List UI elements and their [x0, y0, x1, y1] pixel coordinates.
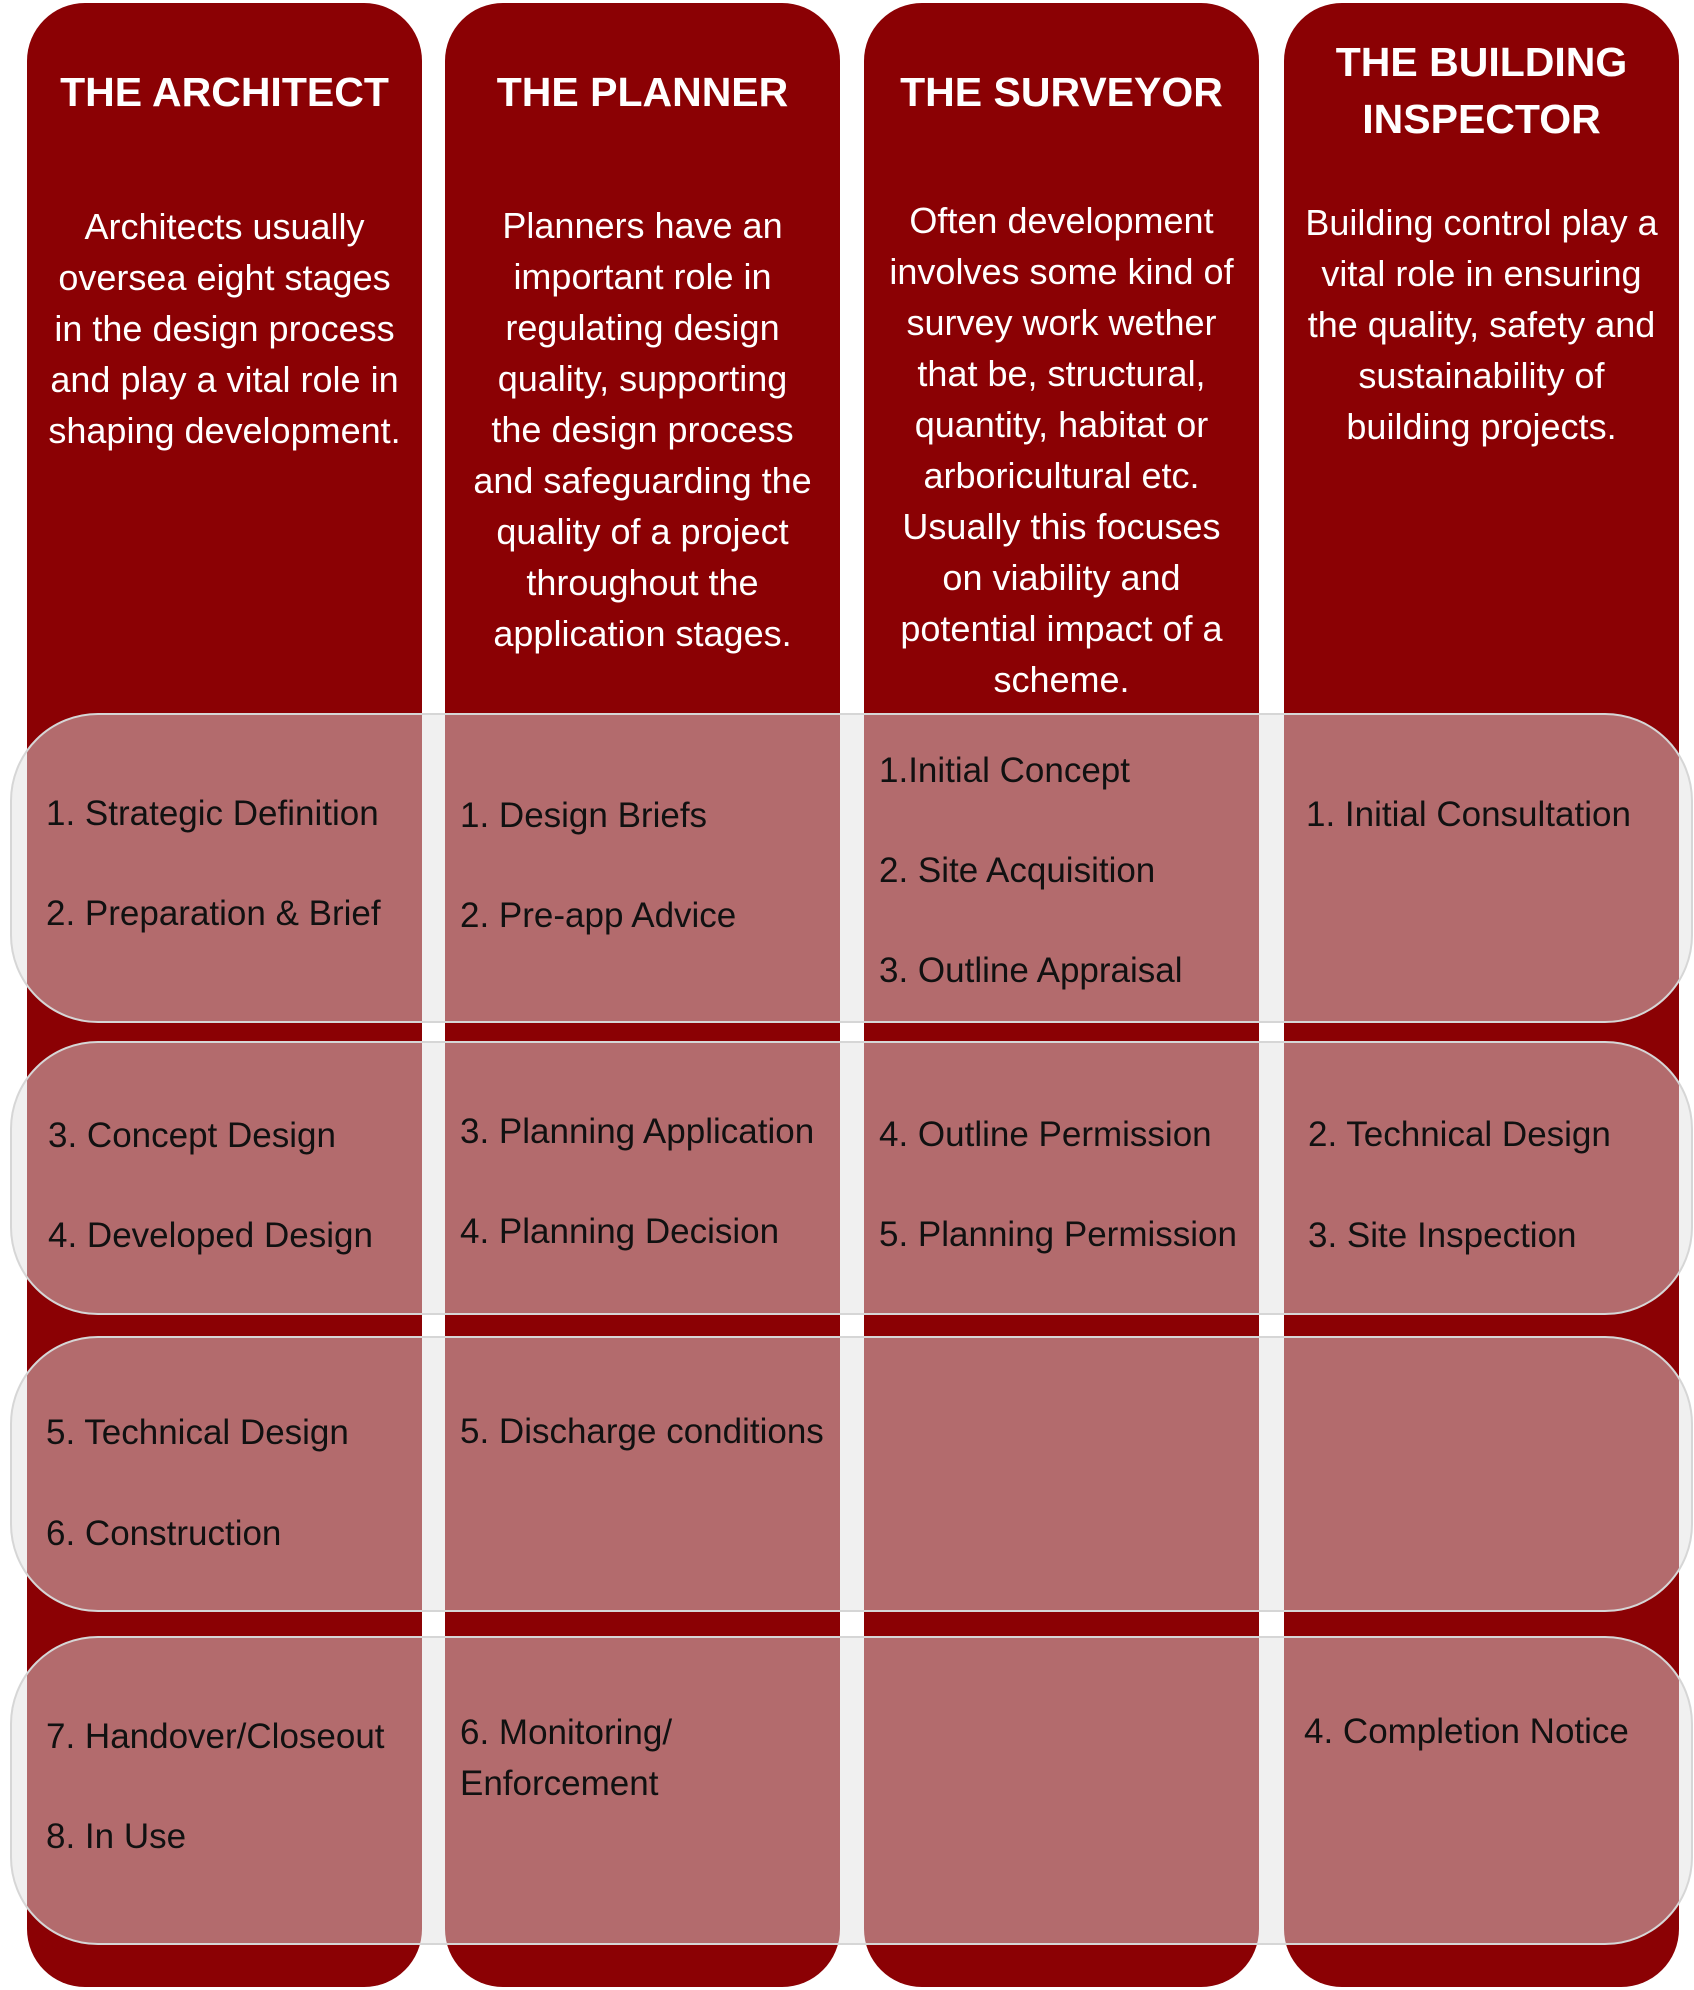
architect-stage: 4. Developed Design — [48, 1216, 373, 1255]
architect-stage: 5. Technical Design — [46, 1413, 349, 1452]
planner-stage: 5. Discharge conditions — [460, 1412, 824, 1451]
surveyor-stage: 5. Planning Permission — [879, 1215, 1237, 1254]
planner-description: Planners have an important role in regulating design quality, supporting the design process and safeguarding the quality of a project throughout the application stages. — [473, 205, 812, 654]
planner-title: THE PLANNER — [496, 69, 789, 115]
inspector-title: THE BUILDING INSPECTOR — [1335, 39, 1628, 142]
stage-band-4 — [10, 1636, 1693, 1945]
planner-stage: 2. Pre-app Advice — [460, 896, 737, 935]
architect-description: Architects usually oversea eight stages in the design process and play a vital role in shaping development. — [48, 206, 401, 451]
inspector-stage: 1. Initial Consultation — [1306, 795, 1631, 834]
planner-stage: 1. Design Briefs — [460, 796, 708, 835]
surveyor-title: THE SURVEYOR — [900, 69, 1223, 115]
surveyor-stage: 4. Outline Permission — [879, 1115, 1212, 1154]
architect-stage: 2. Preparation & Brief — [46, 894, 381, 933]
stage-band-2 — [10, 1041, 1693, 1315]
inspector-stage: 2. Technical Design — [1308, 1115, 1611, 1154]
surveyor-stage: 2. Site Acquisition — [879, 851, 1156, 890]
planner-stage: 6. Monitoring/ Enforcement — [460, 1713, 673, 1803]
surveyor-stage: 1.Initial Concept — [879, 751, 1130, 790]
architect-stage: 1. Strategic Definition — [46, 794, 379, 833]
inspector-stage: 3. Site Inspection — [1308, 1216, 1577, 1255]
architect-stage: 8. In Use — [46, 1817, 187, 1856]
architect-stage: 6. Construction — [46, 1514, 282, 1553]
inspector-description: Building control play a vital role in ensuring the quality, safety and sustainability of building projects. — [1305, 202, 1658, 447]
architect-stage: 3. Concept Design — [48, 1116, 336, 1155]
planner-stage: 3. Planning Application — [460, 1112, 815, 1151]
inspector-stage: 4. Completion Notice — [1304, 1712, 1629, 1751]
stage-band-3 — [10, 1336, 1693, 1612]
surveyor-stage: 3. Outline Appraisal — [879, 951, 1183, 990]
planner-stage: 4. Planning Decision — [460, 1212, 780, 1251]
stage-band-1 — [10, 713, 1693, 1023]
architect-stage: 7. Handover/Closeout — [46, 1717, 385, 1756]
architect-title: THE ARCHITECT — [60, 69, 389, 115]
surveyor-description: Often development involves some kind of survey work wether that be, structural, quantity, habitat or arboricultural etc. Usually this focuses on viability and potential impact of a scheme. — [889, 200, 1234, 700]
